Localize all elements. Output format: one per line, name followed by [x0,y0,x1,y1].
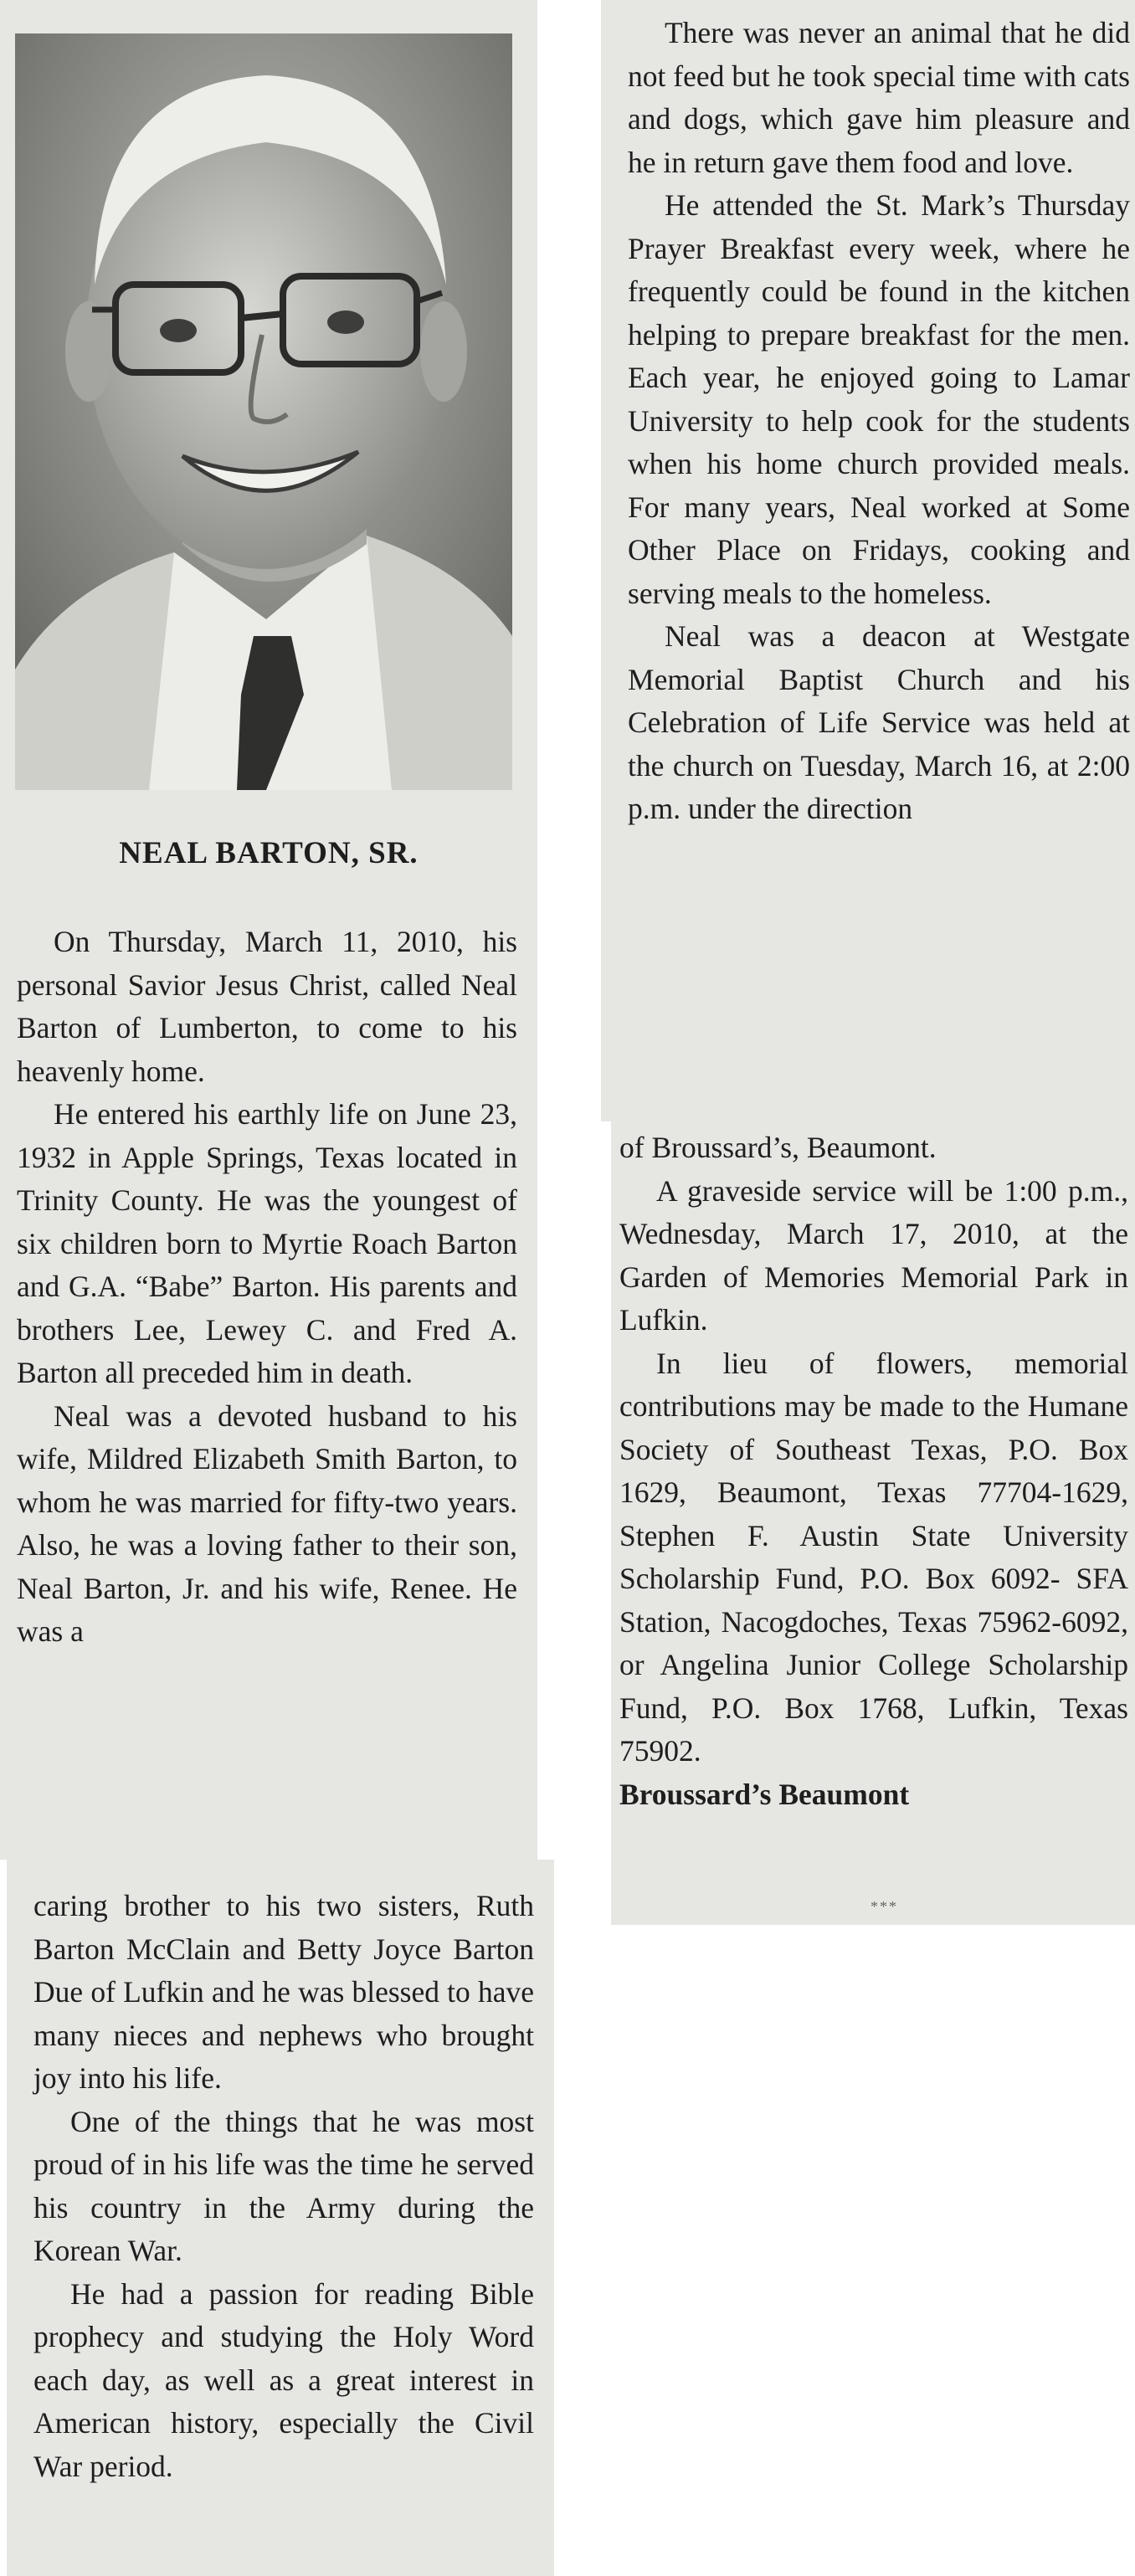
paragraph: of Broussard’s, Beaumont. [619,1131,937,1164]
paragraph: He had a passion for reading Bible prophecy and studying the Holy Word each day, as well as a great interest in American history, especially the Civil War period. [33,2276,534,2483]
column-1b-text [33,1885,534,2488]
paragraph: There was never an animal that he did not feed but he took special time with cats and dogs, which gave him pleasure and he in return gave them food and love. [628,16,1130,179]
portrait-photo [15,33,512,790]
column-1a-text [17,921,517,1654]
paragraph: One of the things that he was most proud of in his life was the time he served his country in the Army during the Korean War. [33,2104,534,2267]
clipping-column-2a [601,0,1135,1121]
funeral-home-signature: Broussard’s Beaumont [619,1777,910,1811]
column-2b-text [619,1126,1128,1816]
paragraph: A graveside service will be 1:00 p.m., Wednesday, March 17, 2010, at the Garden of Memories Memorial Park in Lufkin. [619,1173,1128,1337]
paragraph: He entered his earthly life on June 23, 1932 in Apple Springs, Texas located in Trinity County. He was the youngest of six children born to Myrtie Roach Barton and G.A. “Babe” Barton. His parents and brothers Lee, Lewey C. and Fred A. Barton all preceded him in death. [17,1097,517,1389]
paragraph: On Thursday, March 11, 2010, his personal Savior Jesus Christ, called Neal Barton of Lumberton, to come to his heavenly home. [17,925,517,1088]
column-2a-text [628,12,1130,831]
paragraph: caring brother to his two sisters, Ruth Barton McClain and Betty Joyce Barton Due of Lufkin and he was blessed to have many nieces and nephews who brought joy into his life. [33,1889,534,2095]
obituary-heading: NEAL BARTON, SR. [119,836,419,870]
paragraph: He attended the St. Mark’s Thursday Prayer Breakfast every week, where he frequently could be found in the kitchen helping to prepare breakfast for the men. Each year, he enjoyed going to Lamar University to help cook for the students when his home church provided meals. For many years, Neal worked at Some Other Place on Fridays, cooking and serving meals to the homeless. [628,188,1130,610]
clipping-column-2b [611,1121,1135,1925]
end-mark: *** [871,1898,898,1915]
paragraph: Neal was a deacon at Westgate Memorial Baptist Church and his Celebration of Life Service was held at the church on Tuesday, March 16, at 2:00 p.m. under the direction [628,619,1130,825]
paragraph: In lieu of flowers, memorial contributions may be made to the Humane Society of Southeast Texas, P.O. Box 1629, Beaumont, Texas 77704-1629, Stephen F. Austin State University Scholarship Fund, P.O. Box 6092- SFA Station, Nacogdoches, Texas 75962-6092, or Angelina Junior College Scholarship Fund, P.O. Box 1768, Lufkin, Texas 75902. [619,1346,1128,1768]
paragraph: Neal was a devoted husband to his wife, Mildred Elizabeth Smith Barton, to whom he was married for fifty-two years. Also, he was a loving father to their son, Neal Barton, Jr. and his wife, Renee. He was a [17,1398,517,1648]
clipping-column-1b [7,1860,554,2576]
clipping-column-1a [0,0,537,1860]
